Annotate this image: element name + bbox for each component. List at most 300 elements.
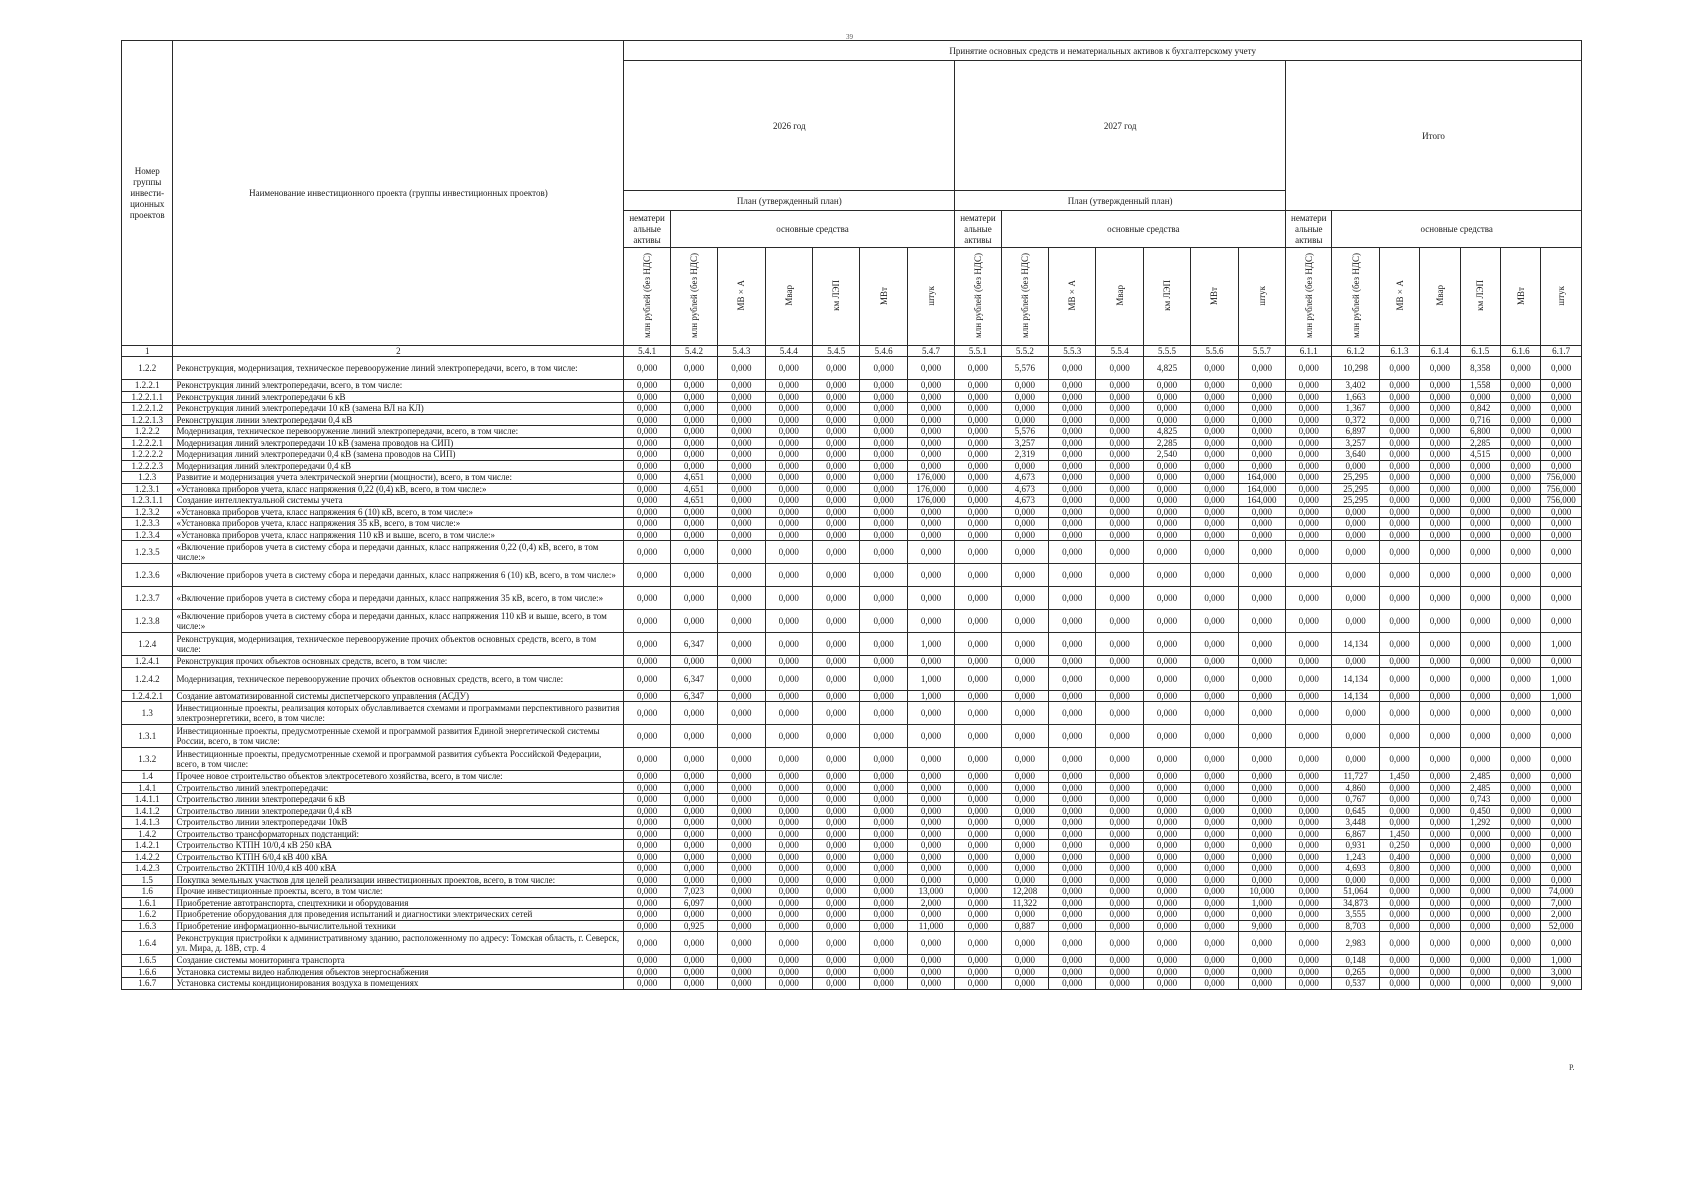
value-cell: 0,000 [1541,541,1582,564]
value-cell: 0,000 [670,828,717,840]
value-cell: 0,000 [813,782,860,794]
value-cell: 0,000 [624,667,670,690]
value-cell: 0,000 [955,403,1001,415]
value-cell: 0,000 [1379,587,1419,610]
value-cell: 0,000 [1049,403,1096,415]
value-cell: 0,000 [907,391,954,403]
value-cell: 0,250 [1379,840,1419,852]
value-cell: 0,000 [1286,978,1332,990]
value-cell: 0,000 [1286,426,1332,438]
group-number: 1.6.6 [122,966,173,978]
value-cell: 1,450 [1379,771,1419,783]
value-cell: 0,000 [1096,966,1143,978]
value-cell: 0,000 [955,782,1001,794]
value-cell: 0,000 [718,840,765,852]
value-cell: 0,000 [1096,518,1143,530]
value-cell: 0,000 [907,460,954,472]
value-cell: 34,873 [1332,897,1379,909]
value-cell: 0,000 [1286,506,1332,518]
value-cell: 3,000 [1541,966,1582,978]
value-cell: 0,000 [1500,460,1540,472]
value-cell: 0,000 [955,886,1001,898]
value-cell: 0,000 [1420,541,1460,564]
value-cell: 0,000 [1286,633,1332,656]
value-cell: 9,000 [1541,978,1582,990]
value-cell: 0,000 [718,667,765,690]
value-cell: 0,000 [1143,851,1190,863]
header-unit [1286,248,1332,346]
value-cell: 0,000 [1286,667,1332,690]
project-name: Приобретение информационно-вычислительной техники [173,920,624,932]
value-cell: 0,000 [1001,771,1048,783]
value-cell: 3,402 [1332,380,1379,392]
value-cell: 0,000 [1143,506,1190,518]
group-number: 1.2.3.6 [122,564,173,587]
value-cell: 0,000 [1191,564,1238,587]
value-cell: 0,000 [1286,897,1332,909]
group-number: 1.2.2.1.3 [122,414,173,426]
value-cell: 0,000 [1001,955,1048,967]
group-number: 1.4.1.1 [122,794,173,806]
value-cell: 0,000 [1143,932,1190,955]
value-cell: 0,000 [907,403,954,415]
project-name: «Включение приборов учета в систему сбора и передачи данных, класс напряжения 6 (10) кВ, всего, в том числе:» [173,564,624,587]
header-unit [860,248,907,346]
value-cell: 756,000 [1541,495,1582,507]
value-cell: 0,000 [1143,610,1190,633]
value-cell: 0,000 [1379,656,1419,668]
value-cell: 0,000 [955,518,1001,530]
value-cell: 0,000 [1420,690,1460,702]
value-cell: 0,000 [1286,483,1332,495]
project-name: Реконструкция, модернизация, техническое перевооружение линий электропередачи, всего, в том числе: [173,357,624,380]
value-cell: 0,000 [1541,817,1582,829]
value-cell: 0,000 [955,690,1001,702]
value-cell: 2,285 [1143,437,1190,449]
value-cell: 0,000 [718,897,765,909]
value-cell: 0,000 [765,805,812,817]
header-unit [813,248,860,346]
value-cell: 0,000 [624,391,670,403]
value-cell: 0,000 [1001,725,1048,748]
value-cell: 0,000 [907,863,954,875]
value-cell: 0,000 [718,874,765,886]
value-cell: 0,000 [1286,920,1332,932]
value-cell: 0,000 [1238,978,1285,990]
value-cell: 0,000 [860,472,907,484]
header-unit [624,248,670,346]
value-cell: 5,576 [1001,426,1048,438]
value-cell: 0,000 [813,955,860,967]
table-row [122,978,1582,990]
value-cell: 0,000 [907,782,954,794]
value-cell: 0,000 [1460,472,1500,484]
value-cell: 0,000 [907,587,954,610]
value-cell: 0,000 [1049,805,1096,817]
value-cell: 0,000 [813,564,860,587]
value-cell: 0,000 [907,978,954,990]
value-cell: 0,000 [1191,828,1238,840]
value-cell: 0,000 [624,840,670,852]
value-cell: 0,000 [1096,529,1143,541]
value-cell: 0,000 [1238,391,1285,403]
value-cell: 0,000 [624,529,670,541]
project-name: «Установка приборов учета, класс напряжения 110 кВ и выше, всего, в том числе:» [173,529,624,541]
value-cell: 0,000 [1460,920,1500,932]
value-cell: 0,000 [1332,748,1379,771]
value-cell: 0,000 [670,610,717,633]
value-cell: 164,000 [1238,472,1285,484]
value-cell: 0,000 [1001,978,1048,990]
value-cell: 0,000 [1238,403,1285,415]
value-cell: 0,000 [1379,460,1419,472]
value-cell: 0,000 [1332,874,1379,886]
value-cell: 0,000 [1096,460,1143,472]
value-cell: 6,347 [670,667,717,690]
table-row [122,794,1582,806]
project-name: Приобретение оборудования для проведения испытаний и диагностики электрических сетей [173,909,624,921]
value-cell: 0,000 [1420,403,1460,415]
value-cell: 0,000 [1049,978,1096,990]
value-cell: 0,000 [1001,874,1048,886]
value-cell: 176,000 [907,483,954,495]
project-name: «Установка приборов учета, класс напряжения 0,22 (0,4) кВ, всего, в том числе:» [173,483,624,495]
value-cell: 0,000 [1001,932,1048,955]
project-name: Реконструкция линий электропередачи, всего, в том числе: [173,380,624,392]
table-row [122,414,1582,426]
value-cell: 0,000 [1500,495,1540,507]
value-cell: 0,000 [1379,874,1419,886]
value-cell: 0,000 [1001,817,1048,829]
value-cell: 0,000 [1238,851,1285,863]
value-cell: 0,000 [1420,886,1460,898]
value-cell: 0,000 [1049,966,1096,978]
table-row [122,909,1582,921]
value-cell: 0,000 [1541,587,1582,610]
value-cell: 0,000 [955,391,1001,403]
header-unit [1379,248,1419,346]
value-cell: 0,000 [1500,667,1540,690]
table-row [122,955,1582,967]
value-cell: 0,000 [718,978,765,990]
value-cell: 0,000 [1286,690,1332,702]
value-cell: 0,000 [1460,690,1500,702]
value-cell: 0,000 [1191,460,1238,472]
value-cell: 0,000 [1500,587,1540,610]
value-cell: 0,000 [1500,690,1540,702]
value-cell: 0,000 [765,391,812,403]
value-cell: 0,000 [1049,414,1096,426]
value-cell: 0,000 [955,909,1001,921]
value-cell: 0,000 [860,897,907,909]
value-cell: 0,000 [718,472,765,484]
value-cell: 0,000 [1096,794,1143,806]
value-cell: 0,000 [1001,529,1048,541]
value-cell: 0,000 [1001,460,1048,472]
value-cell: 0,000 [1332,656,1379,668]
value-cell: 0,000 [624,978,670,990]
group-number: 1.2.2.2.2 [122,449,173,461]
value-cell: 0,000 [1191,414,1238,426]
value-cell: 0,000 [1049,541,1096,564]
column-number: 6.1.4 [1420,346,1460,357]
header-unit-label: штук [1256,285,1267,306]
value-cell: 0,000 [624,506,670,518]
value-cell: 0,000 [907,966,954,978]
value-cell: 0,000 [1096,932,1143,955]
value-cell: 0,000 [1191,955,1238,967]
value-cell: 0,000 [860,690,907,702]
value-cell: 0,000 [1500,920,1540,932]
value-cell: 0,000 [1541,932,1582,955]
value-cell: 0,000 [670,771,717,783]
header-unit [1460,248,1500,346]
value-cell: 0,000 [860,564,907,587]
value-cell: 0,000 [1420,529,1460,541]
value-cell: 0,000 [1143,391,1190,403]
value-cell: 0,000 [765,449,812,461]
value-cell: 0,000 [1191,587,1238,610]
value-cell: 0,000 [1238,656,1285,668]
group-number: 1.2.3.3 [122,518,173,530]
value-cell: 0,000 [1143,414,1190,426]
value-cell: 0,000 [670,426,717,438]
header-unit-label: Мвар [1114,285,1125,306]
value-cell: 0,000 [955,863,1001,875]
value-cell: 4,825 [1143,357,1190,380]
value-cell: 0,000 [1001,748,1048,771]
value-cell: 0,000 [1143,564,1190,587]
value-cell: 0,000 [860,380,907,392]
value-cell: 0,450 [1460,805,1500,817]
table-row [122,690,1582,702]
value-cell: 0,000 [1500,955,1540,967]
value-cell: 0,000 [1420,460,1460,472]
value-cell: 0,000 [813,805,860,817]
value-cell: 0,000 [765,702,812,725]
value-cell: 0,000 [670,955,717,967]
value-cell: 0,000 [955,667,1001,690]
value-cell: 0,000 [860,771,907,783]
table-row [122,529,1582,541]
value-cell: 0,000 [718,828,765,840]
value-cell: 0,000 [955,529,1001,541]
value-cell: 0,000 [1238,667,1285,690]
value-cell: 0,000 [1500,897,1540,909]
value-cell: 0,000 [1143,794,1190,806]
value-cell: 0,000 [1500,966,1540,978]
value-cell: 0,000 [1049,633,1096,656]
value-cell: 11,000 [907,920,954,932]
value-cell: 0,000 [1096,656,1143,668]
value-cell: 0,000 [1191,357,1238,380]
value-cell: 0,000 [624,437,670,449]
value-cell: 0,000 [718,483,765,495]
value-cell: 0,000 [1460,667,1500,690]
value-cell: 0,000 [1001,656,1048,668]
value-cell: 8,703 [1332,920,1379,932]
group-number: 1.4.2.2 [122,851,173,863]
value-cell: 0,000 [1286,587,1332,610]
value-cell: 0,000 [1460,725,1500,748]
value-cell: 0,000 [1379,897,1419,909]
value-cell: 0,148 [1332,955,1379,967]
value-cell: 0,000 [955,587,1001,610]
table-row [122,748,1582,771]
value-cell: 0,000 [765,426,812,438]
value-cell: 0,000 [624,656,670,668]
value-cell: 0,000 [813,472,860,484]
value-cell: 0,000 [1541,794,1582,806]
value-cell: 52,000 [1541,920,1582,932]
value-cell: 0,000 [1379,782,1419,794]
value-cell: 0,000 [813,656,860,668]
value-cell: 7,000 [1541,897,1582,909]
project-name: Инвестиционные проекты, реализация которых обуславливается схемами и программами перспективного развития электроэнергетики, всего, в том числе: [173,702,624,725]
column-number: 5.4.4 [765,346,812,357]
header-unit [765,248,812,346]
value-cell: 176,000 [907,472,954,484]
value-cell: 0,000 [1286,610,1332,633]
value-cell: 0,000 [1191,437,1238,449]
value-cell: 1,663 [1332,391,1379,403]
value-cell: 0,000 [1001,690,1048,702]
value-cell: 0,000 [860,667,907,690]
value-cell: 0,000 [813,506,860,518]
value-cell: 0,000 [1379,817,1419,829]
value-cell: 0,000 [813,817,860,829]
value-cell: 0,000 [1286,966,1332,978]
value-cell: 1,000 [907,667,954,690]
value-cell: 0,925 [670,920,717,932]
header-unit [1420,248,1460,346]
value-cell: 0,000 [1500,449,1540,461]
value-cell: 0,000 [718,495,765,507]
value-cell: 0,000 [1286,472,1332,484]
value-cell: 0,000 [813,828,860,840]
table-row [122,483,1582,495]
group-number: 1.2.3.2 [122,506,173,518]
value-cell: 0,000 [1332,564,1379,587]
value-cell: 0,000 [860,909,907,921]
value-cell: 0,000 [624,794,670,806]
value-cell: 0,000 [1001,633,1048,656]
value-cell: 0,000 [1191,702,1238,725]
value-cell: 0,000 [1049,587,1096,610]
value-cell: 0,000 [670,702,717,725]
value-cell: 0,000 [624,380,670,392]
value-cell: 0,000 [718,771,765,783]
header-unit [1001,248,1048,346]
value-cell: 0,000 [1096,771,1143,783]
value-cell: 0,000 [813,794,860,806]
value-cell: 0,000 [765,690,812,702]
value-cell: 0,000 [1420,955,1460,967]
value-cell: 0,000 [1500,656,1540,668]
value-cell: 0,000 [1096,978,1143,990]
value-cell: 0,000 [1143,587,1190,610]
value-cell: 0,000 [1500,851,1540,863]
value-cell: 0,000 [624,518,670,530]
value-cell: 14,134 [1332,667,1379,690]
value-cell: 0,000 [1420,667,1460,690]
value-cell: 0,000 [1096,357,1143,380]
value-cell: 0,000 [1049,748,1096,771]
value-cell: 0,000 [1143,874,1190,886]
value-cell: 0,000 [955,506,1001,518]
value-cell: 0,000 [765,909,812,921]
value-cell: 0,000 [1191,529,1238,541]
value-cell: 0,000 [813,541,860,564]
header-unit-label: км ЛЭП [1475,280,1486,311]
value-cell: 0,000 [1238,380,1285,392]
value-cell: 0,000 [718,403,765,415]
project-name: Строительство КТПН 10/0,4 кВ 250 кВА [173,840,624,852]
value-cell: 0,000 [860,518,907,530]
value-cell: 0,000 [1500,529,1540,541]
group-number: 1.4 [122,771,173,783]
value-cell: 0,000 [624,414,670,426]
header-unit [955,248,1001,346]
value-cell: 0,000 [1500,564,1540,587]
value-cell: 0,000 [1500,748,1540,771]
value-cell: 0,000 [718,633,765,656]
value-cell: 0,000 [1001,805,1048,817]
column-number: 2 [173,346,624,357]
value-cell: 0,000 [670,357,717,380]
table-row [122,702,1582,725]
value-cell: 0,000 [670,966,717,978]
value-cell: 0,000 [955,851,1001,863]
value-cell: 0,000 [765,656,812,668]
value-cell: 0,000 [1049,840,1096,852]
value-cell: 0,000 [1541,414,1582,426]
value-cell: 0,000 [1191,966,1238,978]
table-row [122,851,1582,863]
value-cell: 0,000 [670,460,717,472]
value-cell: 0,000 [1096,782,1143,794]
value-cell: 0,000 [1379,564,1419,587]
value-cell: 0,000 [765,380,812,392]
value-cell: 0,000 [1049,955,1096,967]
value-cell: 0,000 [1286,771,1332,783]
column-number: 5.4.7 [907,346,954,357]
column-number: 1 [122,346,173,357]
value-cell: 0,000 [624,748,670,771]
value-cell: 0,000 [1379,794,1419,806]
value-cell: 0,000 [765,587,812,610]
value-cell: 0,000 [1420,771,1460,783]
value-cell: 0,000 [1143,817,1190,829]
value-cell: 0,000 [1332,529,1379,541]
value-cell: 0,000 [765,955,812,967]
value-cell: 0,000 [1286,805,1332,817]
value-cell: 0,000 [1191,932,1238,955]
value-cell: 0,000 [1420,805,1460,817]
value-cell: 0,000 [1379,805,1419,817]
value-cell: 0,000 [1500,771,1540,783]
value-cell: 0,000 [1001,702,1048,725]
value-cell: 0,000 [1238,564,1285,587]
value-cell: 0,000 [718,357,765,380]
group-number: 1.2.2 [122,357,173,380]
value-cell: 0,887 [1001,920,1048,932]
project-name: Модернизация линий электропередачи 0,4 кВ [173,460,624,472]
value-cell: 0,000 [860,633,907,656]
value-cell: 0,000 [1049,794,1096,806]
value-cell: 0,000 [907,828,954,840]
value-cell: 2,285 [1460,437,1500,449]
